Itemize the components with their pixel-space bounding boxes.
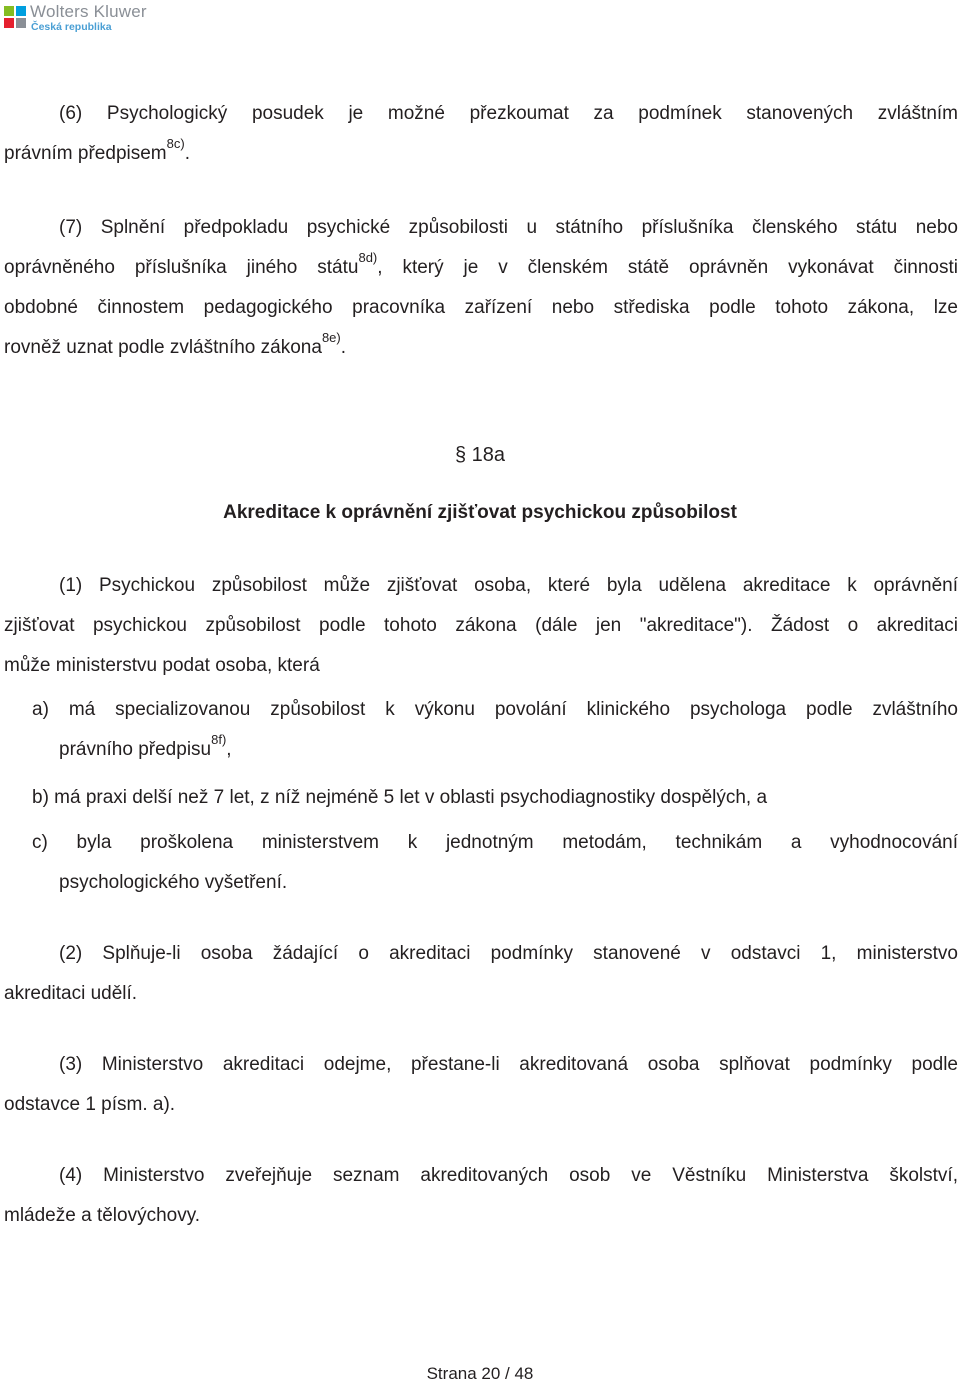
text-line: (6) Psychologický posudek je možné přezkoumat za podmínek stanovených zvláštním bbox=[59, 103, 958, 124]
footnote-ref: 8d) bbox=[358, 249, 378, 265]
logo-subtitle: Česká republika bbox=[31, 21, 112, 33]
footnote-ref: 8c) bbox=[166, 135, 185, 151]
text-line: oprávněného příslušníka jiného státu$^{8d)}$, který je v členském státě oprávněn vykonávat činnosti bbox=[4, 249, 958, 278]
page-number: Strana 20 / 48 bbox=[426, 1364, 534, 1383]
text-line: mládeže a tělovýchovy. bbox=[4, 1205, 201, 1226]
wolters-kluwer-logo-icon bbox=[4, 6, 26, 28]
logo-title: Wolters Kluwer bbox=[30, 2, 147, 21]
footnote-ref: 8f) bbox=[211, 731, 227, 747]
text-line: právního předpisu$^{8f)}$, bbox=[59, 731, 232, 760]
text-line: odstavce 1 písm. a). bbox=[4, 1094, 176, 1115]
text-line: b) má praxi delší než 7 let, z níž nejméně 5 let v oblasti psychodiagnostiky dospělých, a bbox=[32, 787, 768, 808]
section-title: Akreditace k oprávnění zjišťovat psychickou způsobilost bbox=[223, 502, 737, 523]
text-line: (7) Splnění předpokladu psychické způsobilosti u státního příslušníka členského státu nebo bbox=[59, 217, 958, 238]
text-line: akreditaci udělí. bbox=[4, 983, 138, 1004]
text-line: psychologického vyšetření. bbox=[59, 872, 288, 893]
text-line: (4) Ministerstvo zveřejňuje seznam akreditovaných osob ve Věstníku Ministerstva školství, bbox=[59, 1165, 958, 1186]
text-line: zjišťovat psychickou způsobilost podle tohoto zákona (dále jen "akreditace"). Žádost o akreditaci bbox=[4, 615, 958, 636]
text-line: (2) Splňuje-li osoba žádající o akreditaci podmínky stanovené v odstavci 1, ministerstvo bbox=[59, 943, 958, 964]
text-line: obdobné činnostem pedagogického pracovníka zařízení nebo střediska podle tohoto zákona, lze bbox=[4, 297, 958, 318]
text-line: může ministerstvu podat osoba, která bbox=[4, 655, 320, 676]
footnote-ref: 8e) bbox=[321, 329, 341, 345]
text-line: právním předpisem$^{8c)}$. bbox=[4, 135, 190, 164]
section-number: § 18a bbox=[454, 444, 506, 466]
text-line: c) byla proškolena ministerstvem k jednotným metodám, technikám a vyhodnocování bbox=[32, 832, 958, 853]
text-line: (3) Ministerstvo akreditaci odejme, přestane-li akreditovaná osoba splňovat podmínky podle bbox=[59, 1054, 958, 1075]
text-line: a) má specializovanou způsobilost k výkonu povolání klinického psychologa podle zvláštního bbox=[32, 699, 958, 720]
text-line: rovněž uznat podle zvláštního zákona$^{8e)}$. bbox=[4, 329, 347, 358]
text-line: (1) Psychickou způsobilost může zjišťovat osoba, které byla udělena akreditace k oprávnění bbox=[59, 575, 958, 596]
